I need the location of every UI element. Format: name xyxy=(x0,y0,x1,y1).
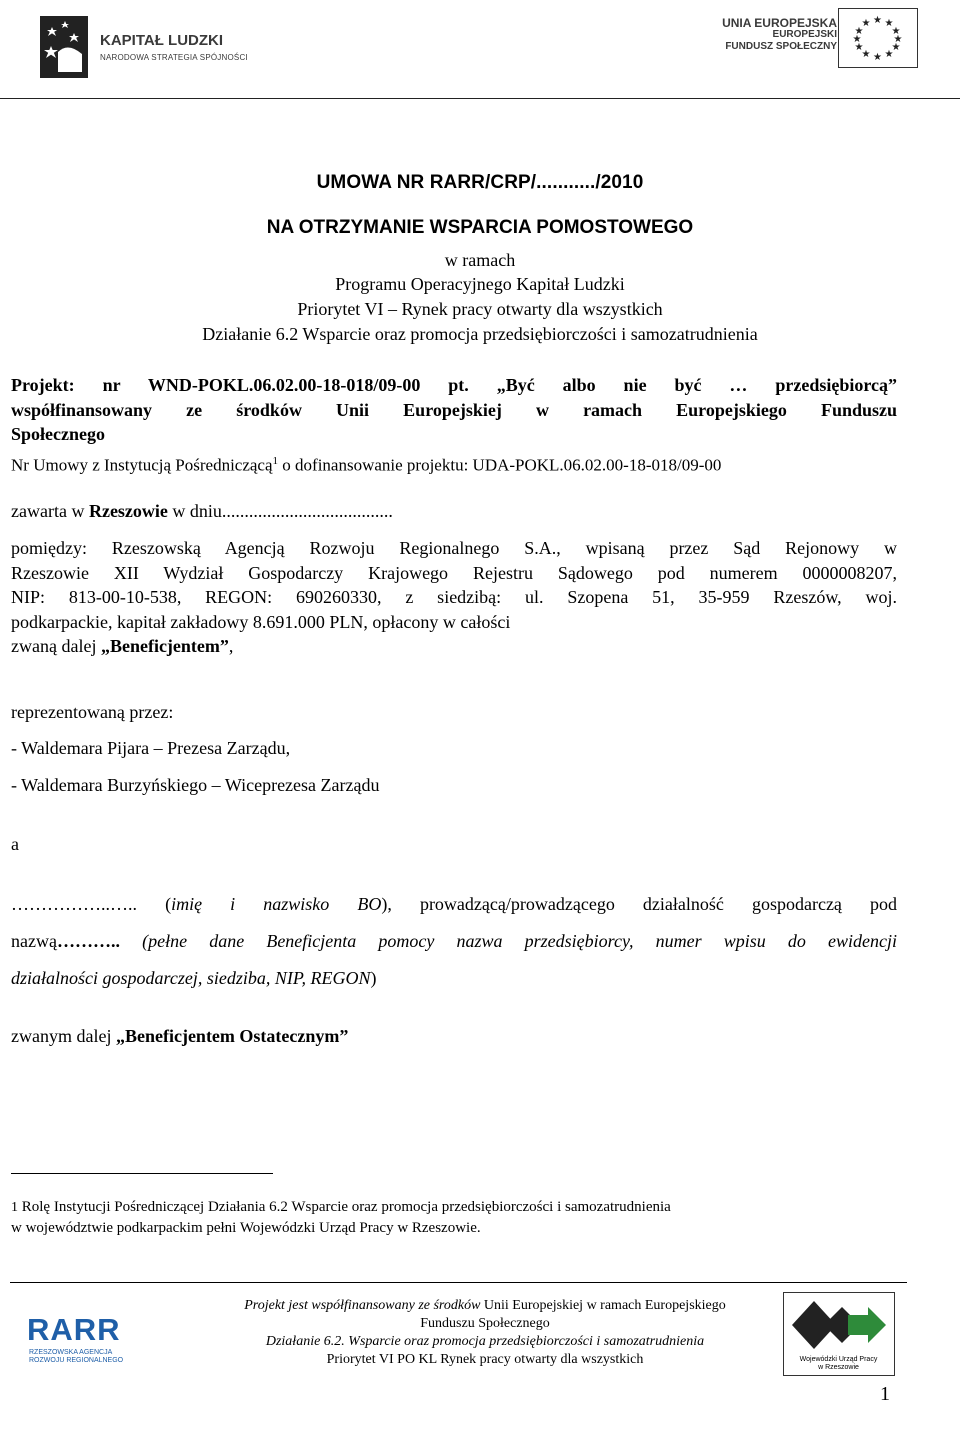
program-line-2: Programu Operacyjnego Kapitał Ludzki xyxy=(335,274,625,294)
footer-line-1-rest: Unii Europejskiej w ramach Europejskiego xyxy=(480,1298,726,1313)
wup-caption xyxy=(784,1356,893,1372)
project-heading xyxy=(11,373,897,447)
nazwa-dots: ……….. xyxy=(56,931,120,951)
footer-line-3-italic: Działanie 6.2. Wsparcie oraz promocja przedsiębiorczości i samozatrudnienia xyxy=(265,1334,705,1349)
representative-2: - Waldemara Burzyńskiego – Wiceprezesa Zarządu xyxy=(11,775,380,795)
unia-europejska-text xyxy=(722,17,837,53)
svg-text:★: ★ xyxy=(891,26,901,37)
rarr-logo-title: RARR xyxy=(27,1312,121,1347)
svg-text:★: ★ xyxy=(884,49,894,60)
agreement-number-after: o dofinansowanie projektu: UDA-POKL.06.02.00-18-018/09-00 xyxy=(278,455,722,475)
pelne-dane: (pełne dane Beneficjenta pomocy nazwa przedsiębiorcy, numer wpisu do ewidencji xyxy=(119,931,897,951)
svg-text:★: ★ xyxy=(893,34,903,45)
program-line-3: Priorytet VI – Rynek pracy otwarty dla wszystkich xyxy=(297,299,663,319)
parties-line-4: podkarpackie, kapitał zakładowy 8.691.000 PLN, opłacony w całości xyxy=(11,611,511,632)
kapital-ludzki-emblem-icon xyxy=(38,12,94,80)
footnote xyxy=(11,1197,671,1238)
footer-text xyxy=(160,1297,810,1369)
concluded-date: w dniu...................................... xyxy=(167,501,393,521)
bo-rest: ), prowadzącą/prowadzącego działalność gospodarczą pod xyxy=(381,894,898,914)
parties-line-3: NIP: 813-00-10-538, REGON: 690260330, z siedzibą: ul. Szopena 51, 35-959 Rzeszów, woj. xyxy=(11,587,897,607)
page-number: 1 xyxy=(880,1383,890,1405)
business-details-line xyxy=(11,966,897,991)
parties-line-1: pomiędzy: Rzeszowską Agencją Rozwoju Regionalnego S.A., wpisaną przez Sąd Rejonowy w xyxy=(11,538,897,558)
contract-title: UMOWA NR RARR/CRP/.........../2010 xyxy=(316,172,644,193)
concluded-in-line xyxy=(11,499,897,524)
project-line-1: Projekt: nr WND-POKL.06.02.00-18-018/09-00 pt. „Być albo nie być … przedsiębiorcą” xyxy=(11,375,897,395)
footer-divider xyxy=(10,1282,907,1283)
parties-line-2: Rzeszowie XII Wydział Gospodarczy Krajowego Rejestru Sądowego pod numerem 0000008207, xyxy=(11,562,897,583)
beneficjent-term: „Beneficjentem” xyxy=(100,636,229,656)
footnote-line-2: w województwie podkarpackim pełni Wojewódzki Urząd Pracy w Rzeszowie. xyxy=(11,1220,481,1236)
beneficiary-name-line xyxy=(11,892,897,917)
svg-text:★: ★ xyxy=(884,18,894,29)
footer-line-1-italic: Projekt jest współfinansowany ze środków xyxy=(244,1298,481,1313)
svg-text:★: ★ xyxy=(854,26,864,37)
concluded-city: Rzeszowie xyxy=(88,501,168,521)
program-line-4: Działanie 6.2 Wsparcie oraz promocja przedsiębiorczości i samozatrudnienia xyxy=(202,324,758,344)
wup-line-1: Wojewódzki Urząd Pracy xyxy=(799,1356,878,1363)
unia-europejska-logo xyxy=(680,8,920,68)
wup-line-2: w Rzeszowie xyxy=(818,1364,859,1371)
footnote-line-1 xyxy=(11,1197,671,1218)
rarr-logo-sub2: ROZWOJU REGIONALNEGO xyxy=(29,1357,124,1364)
zwanym-before: zwanym dalej xyxy=(11,1026,116,1046)
concluded-before: zawarta w xyxy=(11,501,89,521)
svg-text:★: ★ xyxy=(873,52,882,63)
dzialalnosci-close: ) xyxy=(370,968,377,988)
wup-arrow-icon xyxy=(784,1293,893,1355)
kapital-ludzki-logo xyxy=(38,10,248,82)
svg-text:★: ★ xyxy=(852,34,862,45)
footnote-number: 1 xyxy=(11,1200,18,1215)
project-line-2: współfinansowany ze środków Unii Europejskiej w ramach Europejskiego Funduszu xyxy=(11,399,897,420)
footnote-reference: 1 xyxy=(272,455,279,467)
svg-text:★: ★ xyxy=(873,15,882,26)
header-divider xyxy=(0,98,960,99)
ue-line1: UNIA EUROPEJSKA xyxy=(722,16,837,30)
parties-line-5-after: , xyxy=(228,636,234,656)
represented-by-label: reprezentowaną przez: xyxy=(11,702,174,722)
svg-text:★: ★ xyxy=(854,42,864,53)
project-line-3: Społecznego xyxy=(11,424,105,444)
parties-paragraph xyxy=(11,536,897,659)
ue-line2: EUROPEJSKI xyxy=(772,29,837,40)
bo-dots: ……………..….. xyxy=(11,894,137,914)
kapital-ludzki-subtitle: NARODOWA STRATEGIA SPÓJNOŚCI xyxy=(100,53,248,62)
bo-open: ( xyxy=(137,894,172,914)
agreement-number-line xyxy=(11,449,897,478)
business-name-line xyxy=(11,929,897,954)
parties-line-5 xyxy=(11,634,897,659)
nazwa-label: nazwą xyxy=(11,931,57,951)
rarr-logo-sub1: RZESZOWSKA AGENCJA xyxy=(29,1349,113,1356)
bo-italic: imię i nazwisko BO xyxy=(171,894,382,914)
eu-flag-icon xyxy=(838,8,918,68)
footer-line-1 xyxy=(160,1297,810,1315)
wup-logo xyxy=(783,1292,895,1376)
svg-text:★: ★ xyxy=(861,49,871,60)
footer-line-4: Priorytet VI PO KL Rynek pracy otwarty dla wszystkich xyxy=(326,1352,644,1367)
dzialalnosci-italic: działalności gospodarczej, siedziba, NIP, REGON xyxy=(11,968,371,988)
rarr-logo xyxy=(27,1312,124,1368)
svg-text:★: ★ xyxy=(891,42,901,53)
program-line-1: w ramach xyxy=(444,250,516,270)
ue-line3: FUNDUSZ SPOŁECZNY xyxy=(725,41,837,52)
footer-line-3 xyxy=(160,1333,810,1351)
footer-line-2: Funduszu Społecznego xyxy=(420,1316,550,1331)
representative-1: - Waldemara Pijara – Prezesa Zarządu, xyxy=(11,738,291,758)
final-beneficiary-line xyxy=(11,1024,897,1049)
final-beneficiary-term: „Beneficjentem Ostatecznym” xyxy=(115,1026,349,1046)
footnote-divider xyxy=(11,1173,273,1174)
conjunction-a: a xyxy=(11,834,19,854)
contract-subject: NA OTRZYMANIE WSPARCIA POMOSTOWEGO xyxy=(266,217,694,238)
footnote-text-1: Rolę Instytucji Pośredniczącej Działania 6.2 Wsparcie oraz promocja przedsiębiorczości i samozatrudnienia xyxy=(18,1199,671,1215)
agreement-number-before: Nr Umowy z Instytucją Pośredniczącą xyxy=(11,455,273,475)
rarr-logo-subtitle xyxy=(29,1349,123,1365)
svg-text:★: ★ xyxy=(861,18,871,29)
parties-line-5-before: zwaną dalej xyxy=(11,636,101,656)
kapital-ludzki-title: KAPITAŁ LUDZKI xyxy=(100,32,224,49)
